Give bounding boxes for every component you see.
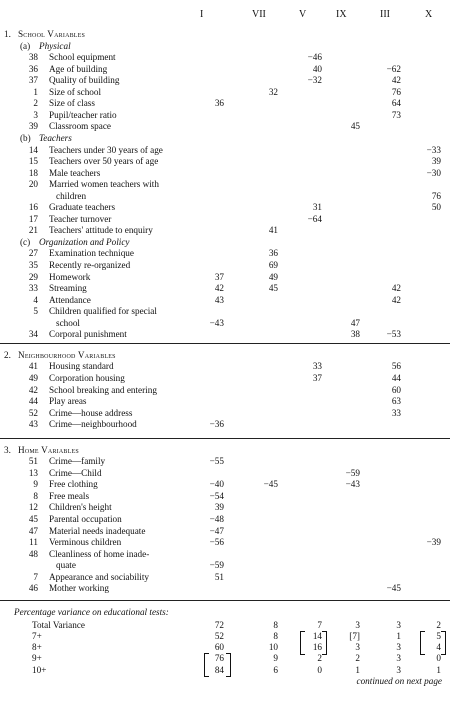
variable-code: 13 xyxy=(28,467,38,478)
variable-label: School equipment xyxy=(49,52,116,63)
section-title: Neighbourhood Variables xyxy=(18,349,116,360)
loading-value: −43 xyxy=(209,317,224,328)
variance-value: 10 xyxy=(268,642,278,653)
loading-value: −53 xyxy=(386,329,401,340)
variable-label: Streaming xyxy=(49,283,87,294)
variable-code: 38 xyxy=(28,52,38,63)
variable-code: 7 xyxy=(33,571,38,582)
variable-label: Cleanliness of home inade- xyxy=(49,548,150,559)
bracket-mark xyxy=(441,631,446,655)
variable-label: Teacher turnover xyxy=(49,213,112,224)
variance-value: 0 xyxy=(436,653,441,664)
variable-code: 42 xyxy=(28,384,38,395)
variable-label: Children qualified for special xyxy=(49,306,157,317)
variable-label: Recently re-organized xyxy=(49,260,131,270)
section-rule xyxy=(0,343,450,344)
loading-value: 64 xyxy=(391,98,401,109)
loading-value: −64 xyxy=(307,213,322,224)
bracket-mark xyxy=(322,631,327,655)
variance-value: 5 xyxy=(436,631,441,642)
section-heading xyxy=(0,28,450,40)
variance-value: 84 xyxy=(214,664,224,675)
variance-label: 7+ xyxy=(32,631,42,642)
loading-value: 32 xyxy=(268,86,278,97)
variance-value: 4 xyxy=(436,642,441,653)
variance-value: 0 xyxy=(317,664,322,675)
section-number: 1. xyxy=(4,29,11,39)
variable-label: Verminous children xyxy=(49,537,122,548)
variance-label: 9+ xyxy=(32,653,42,664)
variable-label: Material needs inadequate xyxy=(49,525,146,536)
variance-value: 2 xyxy=(355,653,360,664)
loading-value: 44 xyxy=(391,372,401,383)
variance-value: 3 xyxy=(355,642,360,653)
variable-code: 49 xyxy=(28,372,38,383)
loading-value: −54 xyxy=(209,490,224,501)
variance-value: 1 xyxy=(396,631,401,642)
table-row xyxy=(0,571,450,583)
variance-caption-text: Percentage variance on educational tests: xyxy=(14,606,169,617)
table-row xyxy=(0,467,450,479)
loading-value: 38 xyxy=(350,329,360,340)
loading-value: 50 xyxy=(431,202,441,213)
column-header: III xyxy=(380,9,390,20)
loading-value: 41 xyxy=(268,225,278,236)
table-row xyxy=(0,201,450,213)
loading-value: 33 xyxy=(312,361,322,372)
variable-label: Housing standard xyxy=(49,361,114,372)
loading-value: −33 xyxy=(426,144,441,155)
variance-value: 9 xyxy=(273,653,278,664)
table-row xyxy=(0,478,450,490)
column-header: X xyxy=(425,9,433,20)
bracket-mark xyxy=(204,653,209,677)
variance-value: 3 xyxy=(396,642,401,653)
variable-code: 17 xyxy=(28,213,38,224)
table-row xyxy=(0,536,450,548)
variance-value: 1 xyxy=(436,664,441,675)
variable-label: Play areas xyxy=(49,396,87,407)
loading-value: 63 xyxy=(391,396,401,407)
variable-label: Teachers' attitude to enquiry xyxy=(49,225,153,236)
variable-code: 18 xyxy=(28,167,38,178)
variable-label: Free meals xyxy=(49,490,90,501)
table-row xyxy=(0,247,450,259)
variance-value: 3 xyxy=(396,664,401,675)
table-row xyxy=(0,167,450,179)
loading-value: −45 xyxy=(263,479,278,490)
variance-value: 14 xyxy=(312,631,322,642)
table-row xyxy=(0,63,450,75)
variance-value: 76 xyxy=(214,653,224,664)
variable-code: 11 xyxy=(29,537,38,548)
variable-label: Examination technique xyxy=(49,248,134,259)
table-row xyxy=(0,548,450,560)
loading-value: 51 xyxy=(214,571,224,582)
table-row xyxy=(0,51,450,63)
table-row xyxy=(0,120,450,132)
variable-code: 20 xyxy=(28,179,38,190)
loading-value: −47 xyxy=(209,525,224,536)
loading-value: 76 xyxy=(431,190,441,201)
variable-label: children xyxy=(56,190,87,201)
variable-label: Crime—house address xyxy=(49,407,133,418)
variable-label: Corporal punishment xyxy=(49,329,127,340)
variable-code: 2 xyxy=(33,98,38,109)
column-header-row xyxy=(0,9,450,21)
loading-value: 42 xyxy=(391,294,401,305)
variable-code: 46 xyxy=(28,583,38,594)
loading-value: 40 xyxy=(312,63,322,74)
section-number: 2. xyxy=(4,349,11,360)
variable-label: Corporation housing xyxy=(49,372,125,383)
section-rule xyxy=(0,600,450,601)
variance-value: 3 xyxy=(396,619,401,630)
section-title: School Variables xyxy=(18,29,86,39)
variable-label: Children's height xyxy=(49,502,112,513)
loading-value: 76 xyxy=(391,86,401,97)
variable-label: Married women teachers with xyxy=(49,179,159,190)
table-row xyxy=(0,259,450,271)
loading-value: 42 xyxy=(391,283,401,294)
variable-code: 37 xyxy=(28,75,38,86)
table-row xyxy=(0,455,450,467)
variable-code: 16 xyxy=(28,202,38,213)
variance-value: 1 xyxy=(355,664,360,675)
loading-value: 36 xyxy=(214,98,224,109)
continued-note: continued on next page xyxy=(356,675,442,686)
loading-value: −46 xyxy=(307,52,322,63)
variable-code: 48 xyxy=(28,548,38,559)
variable-code: 35 xyxy=(28,260,38,270)
table-row xyxy=(0,144,450,156)
variable-label: Pupil/teacher ratio xyxy=(49,109,117,120)
table-row xyxy=(0,155,450,167)
footer-row xyxy=(0,675,450,687)
table-row xyxy=(0,74,450,86)
table-row xyxy=(0,294,450,306)
variable-label: Quality of building xyxy=(49,75,120,86)
table-row xyxy=(0,305,450,317)
variable-code: 51 xyxy=(28,456,38,467)
section-heading xyxy=(0,349,450,361)
loading-value: −56 xyxy=(209,537,224,548)
variable-label: Classroom space xyxy=(49,121,112,132)
variable-label: Crime—family xyxy=(49,456,106,467)
variance-value: 2 xyxy=(436,619,441,630)
variable-code: 5 xyxy=(33,306,38,317)
variable-label: school xyxy=(56,317,80,328)
variable-code: 29 xyxy=(28,271,38,282)
subsection-letter: (c) xyxy=(20,236,31,247)
variable-code: 15 xyxy=(28,156,38,167)
variable-label: Teachers over 50 years of age xyxy=(49,156,159,167)
variance-caption xyxy=(0,606,450,618)
bracket-mark xyxy=(226,653,231,677)
variable-label: Size of class xyxy=(49,98,95,109)
table-row xyxy=(0,407,450,419)
variable-label: Teachers under 30 years of age xyxy=(49,144,163,155)
table-row xyxy=(0,328,450,340)
variance-row xyxy=(0,664,450,676)
variable-code: 4 xyxy=(33,294,38,305)
variable-code: 27 xyxy=(28,248,38,259)
variable-label: Appearance and sociability xyxy=(49,571,149,582)
table-row xyxy=(0,97,450,109)
variance-label: Total Variance xyxy=(32,619,86,630)
subsection-letter: (a) xyxy=(20,40,31,51)
variable-code: 47 xyxy=(28,525,38,536)
loading-value: 45 xyxy=(268,283,278,294)
subsection-letter: (b) xyxy=(20,132,31,143)
variance-row xyxy=(0,641,450,653)
table-row xyxy=(0,513,450,525)
loading-value: 42 xyxy=(391,75,401,86)
variance-value: 7 xyxy=(317,619,322,630)
variable-code: 21 xyxy=(28,225,38,236)
table-row xyxy=(0,190,450,202)
variable-label: Crime—Child xyxy=(49,467,102,478)
table-row xyxy=(0,282,450,294)
table-row xyxy=(0,317,450,329)
loading-value: 47 xyxy=(350,317,360,328)
table-row xyxy=(0,86,450,98)
table-row xyxy=(0,384,450,396)
variance-value: 3 xyxy=(396,653,401,664)
loading-value: −45 xyxy=(386,583,401,594)
variable-code: 44 xyxy=(28,396,38,407)
table-row xyxy=(0,224,450,236)
loading-value: 37 xyxy=(214,271,224,282)
variance-value: 6 xyxy=(273,664,278,675)
variance-value: 8 xyxy=(273,631,278,642)
variance-label: 10+ xyxy=(32,664,47,675)
variable-label: Male teachers xyxy=(49,167,101,178)
loading-value: −48 xyxy=(209,514,224,524)
loading-value: −55 xyxy=(209,456,224,467)
variable-code: 39 xyxy=(28,121,38,132)
variance-value: 2 xyxy=(317,653,322,664)
section-title: Home Variables xyxy=(18,444,79,455)
loading-value: 73 xyxy=(391,109,401,120)
variable-code: 8 xyxy=(33,490,38,501)
subsection-title: Organization and Policy xyxy=(39,236,130,247)
variable-label: Age of building xyxy=(49,63,108,74)
subsection-heading xyxy=(0,132,450,144)
variance-value: 60 xyxy=(214,642,224,653)
variable-label: Mother working xyxy=(49,583,109,594)
table-row xyxy=(0,360,450,372)
variance-value: [7] xyxy=(349,631,360,642)
section-number: 3. xyxy=(4,444,11,455)
table-row xyxy=(0,501,450,513)
loading-value: 43 xyxy=(214,294,224,305)
loading-value: 49 xyxy=(268,271,278,282)
table-row xyxy=(0,559,450,571)
variable-code: 1 xyxy=(33,86,38,97)
variable-label: Free clothing xyxy=(49,479,98,490)
bracket-mark xyxy=(300,631,305,655)
table-row xyxy=(0,178,450,190)
loading-value: 37 xyxy=(312,372,322,383)
variance-value: 8 xyxy=(273,619,278,630)
loading-value: 33 xyxy=(391,407,401,418)
loading-value: 31 xyxy=(312,202,322,213)
loading-value: −36 xyxy=(209,419,224,430)
variable-label: Homework xyxy=(49,271,91,282)
loading-value: −32 xyxy=(307,75,322,86)
variance-value: 16 xyxy=(312,642,322,653)
table-row xyxy=(0,582,450,594)
subsection-heading xyxy=(0,236,450,248)
variable-code: 41 xyxy=(28,361,38,372)
variable-label: School breaking and entering xyxy=(49,384,157,395)
variable-code: 52 xyxy=(28,407,38,418)
variance-row xyxy=(0,652,450,664)
loading-value: −40 xyxy=(209,479,224,490)
variable-code: 12 xyxy=(28,502,38,513)
variance-row xyxy=(0,619,450,631)
table-row xyxy=(0,213,450,225)
loading-value: 39 xyxy=(431,156,441,167)
variable-code: 43 xyxy=(28,419,38,430)
loading-value: −30 xyxy=(426,167,441,178)
variable-code: 34 xyxy=(28,329,38,340)
variance-value: 72 xyxy=(214,619,224,630)
table-row xyxy=(0,271,450,283)
variable-label: quate xyxy=(56,560,76,571)
table-row xyxy=(0,109,450,121)
column-header: IX xyxy=(336,9,347,20)
variable-label: Attendance xyxy=(49,294,91,305)
loading-value: 69 xyxy=(268,260,278,270)
variable-code: 14 xyxy=(28,144,38,155)
loading-value: −59 xyxy=(209,560,224,571)
table-row xyxy=(0,418,450,430)
variable-label: Graduate teachers xyxy=(49,202,116,213)
table-row xyxy=(0,525,450,537)
table-row xyxy=(0,395,450,407)
loading-value: 36 xyxy=(268,248,278,259)
loading-value: 45 xyxy=(350,121,360,132)
variance-value: 3 xyxy=(355,619,360,630)
variance-value: 52 xyxy=(214,631,224,642)
bracket-mark xyxy=(420,631,425,655)
loading-value: −43 xyxy=(345,479,360,490)
section-heading xyxy=(0,444,450,456)
table-row xyxy=(0,372,450,384)
variable-label: Size of school xyxy=(49,86,102,97)
loading-value: −59 xyxy=(345,467,360,478)
column-header: I xyxy=(200,9,204,20)
column-header: V xyxy=(299,9,307,20)
column-header: VII xyxy=(252,9,266,20)
variable-code: 33 xyxy=(28,283,38,294)
section-rule xyxy=(0,438,450,439)
variable-label: Parental occupation xyxy=(49,514,122,524)
variable-code: 45 xyxy=(28,514,38,524)
subsection-title: Teachers xyxy=(39,132,72,143)
subsection-heading xyxy=(0,40,450,52)
variable-code: 36 xyxy=(28,63,38,74)
table-row xyxy=(0,490,450,502)
variance-label: 8+ xyxy=(32,642,42,653)
variable-code: 9 xyxy=(33,479,38,490)
subsection-title: Physical xyxy=(39,40,71,51)
variable-code: 3 xyxy=(33,109,38,120)
loading-value: −62 xyxy=(386,63,401,74)
loading-value: 60 xyxy=(391,384,401,395)
variable-label: Crime—neighbourhood xyxy=(49,419,137,430)
variance-row xyxy=(0,630,450,642)
loading-value: 39 xyxy=(214,502,224,513)
loading-value: 56 xyxy=(391,361,401,372)
loading-value: 42 xyxy=(214,283,224,294)
loading-value: −39 xyxy=(426,537,441,548)
